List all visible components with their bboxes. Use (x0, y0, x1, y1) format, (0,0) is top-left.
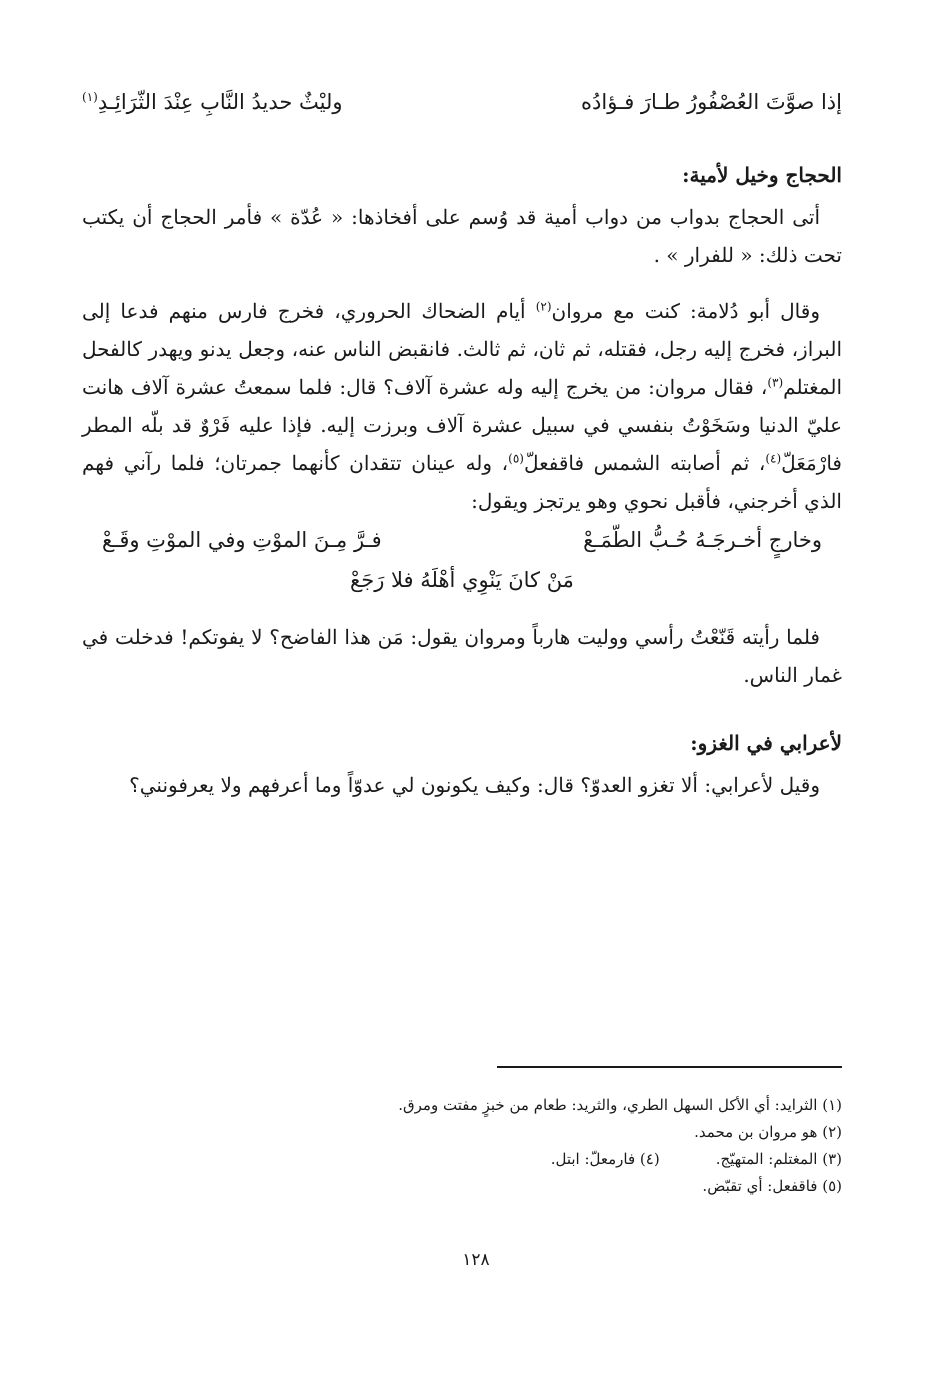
footnote-2: (٢) هو مروان بن محمد. (694, 1123, 842, 1141)
footnote-marker: (٢) (535, 299, 552, 314)
footnote-1: (١) الثرايد: أي الأكل السهل الطري، والثريد: طعام من خبزٍ مفتت ومرق. (398, 1096, 842, 1114)
section-heading-hajjaj: الحجاج وخيل لأمية: (682, 163, 842, 187)
text-segment: أيام الضحاك الحروري، فخرج فارس منهم فدعا إلى البراز، فخرج إليه رجل، فقتله، ثم ثان، ثم ثالث. فانقبض الناس عنه، وجعل يدنو ويهدر كالفحل المغتلم (82, 299, 842, 399)
rajaz-third-line: مَنْ كانَ يَنْوِي أهْلَهُ فلا رَجَعْ (350, 568, 574, 592)
page-number: ١٢٨ (462, 1250, 490, 1270)
main-text (82, 82, 842, 804)
footnote-marker: (٥) (508, 451, 524, 466)
spacer (82, 274, 842, 292)
footnote-5: (٥) فاقفعل: أي تقبّض. (702, 1177, 842, 1195)
verse-second-hemistich (82, 82, 343, 122)
rajaz-verse (82, 520, 842, 560)
footnote-row (82, 1146, 842, 1173)
paragraph-abu-dulama (82, 292, 842, 520)
text-segment: ، فقال مروان: من يخرج إليه وله عشرة آلاف؟ قال: فلما سمعتُ عشرة آلاف هانت عليّ الدنيا وسَخَوْتُ بنفسي في سبيل عشرة آلاف وبرزت إليه. فإذا عليه فَرْوٌ قد بلّه المطر فارْمَعَلّ (82, 375, 842, 475)
text-segment: ، وله عينان تتقدان كأنهما جمرتان؛ فلما رآني فهم الذي أخرجني، فأقبل نحوي وهو يرتجز ويقول: (82, 451, 842, 513)
spacer (82, 600, 842, 618)
opening-verse (82, 82, 842, 122)
rajaz-first-line: وخارجٍ أخـرجَـهُ حُـبُّ الطّمَـعْ (583, 528, 822, 552)
footnotes (82, 1092, 842, 1200)
verse-second-text: وليْثٌ حديدُ النَّابِ عِنْدَ الثّرَائِـدِ (97, 90, 343, 114)
paragraph-hajjaj: أتى الحجاج بدواب من دواب أمية قد وُسم على أفخاذها: « عُدّة » فأمر الحجاج أن يكتب تحت ذلك: « للفرار » . (82, 205, 842, 267)
footnote-marker: (١) (82, 90, 98, 104)
text-segment: ، ثم أصابته الشمس فاقفعلّ (523, 451, 766, 475)
rajaz-second-line: فـرَّ مِـنَ الموْتِ وفي الموْتِ وقَـعْ (102, 528, 382, 552)
footnote-3: (٣) المغتلم: المتهيّج. (715, 1150, 842, 1168)
footnote-marker: (٣) (767, 375, 784, 390)
paragraph-closing: فلما رأيته قَنّعْتُ رأسي ووليت هارباً ومروان يقول: مَن هذا الفاضح؟ لا يفوتكم! فدخلت في غمار الناس. (82, 625, 842, 687)
text-segment: وقال أبو دُلامة: كنت مع مروان (551, 299, 820, 323)
footnote-separator (497, 1066, 842, 1068)
verse-first-hemistich: إذا صوَّتَ العُصْفُورُ طـارَ فـؤادُه (581, 90, 842, 114)
paragraph-bedouin: وقيل لأعرابي: ألا تغزو العدوّ؟ قال: وكيف يكونون لي عدوّاً وما أعرفهم ولا يعرفونني؟ (129, 773, 820, 797)
footnote-4: (٤) فارمعلّ: ابتل. (550, 1150, 660, 1168)
footnote-marker: (٤) (765, 451, 782, 466)
section-heading-bedouin: لأعرابي في الغزو: (690, 731, 842, 755)
